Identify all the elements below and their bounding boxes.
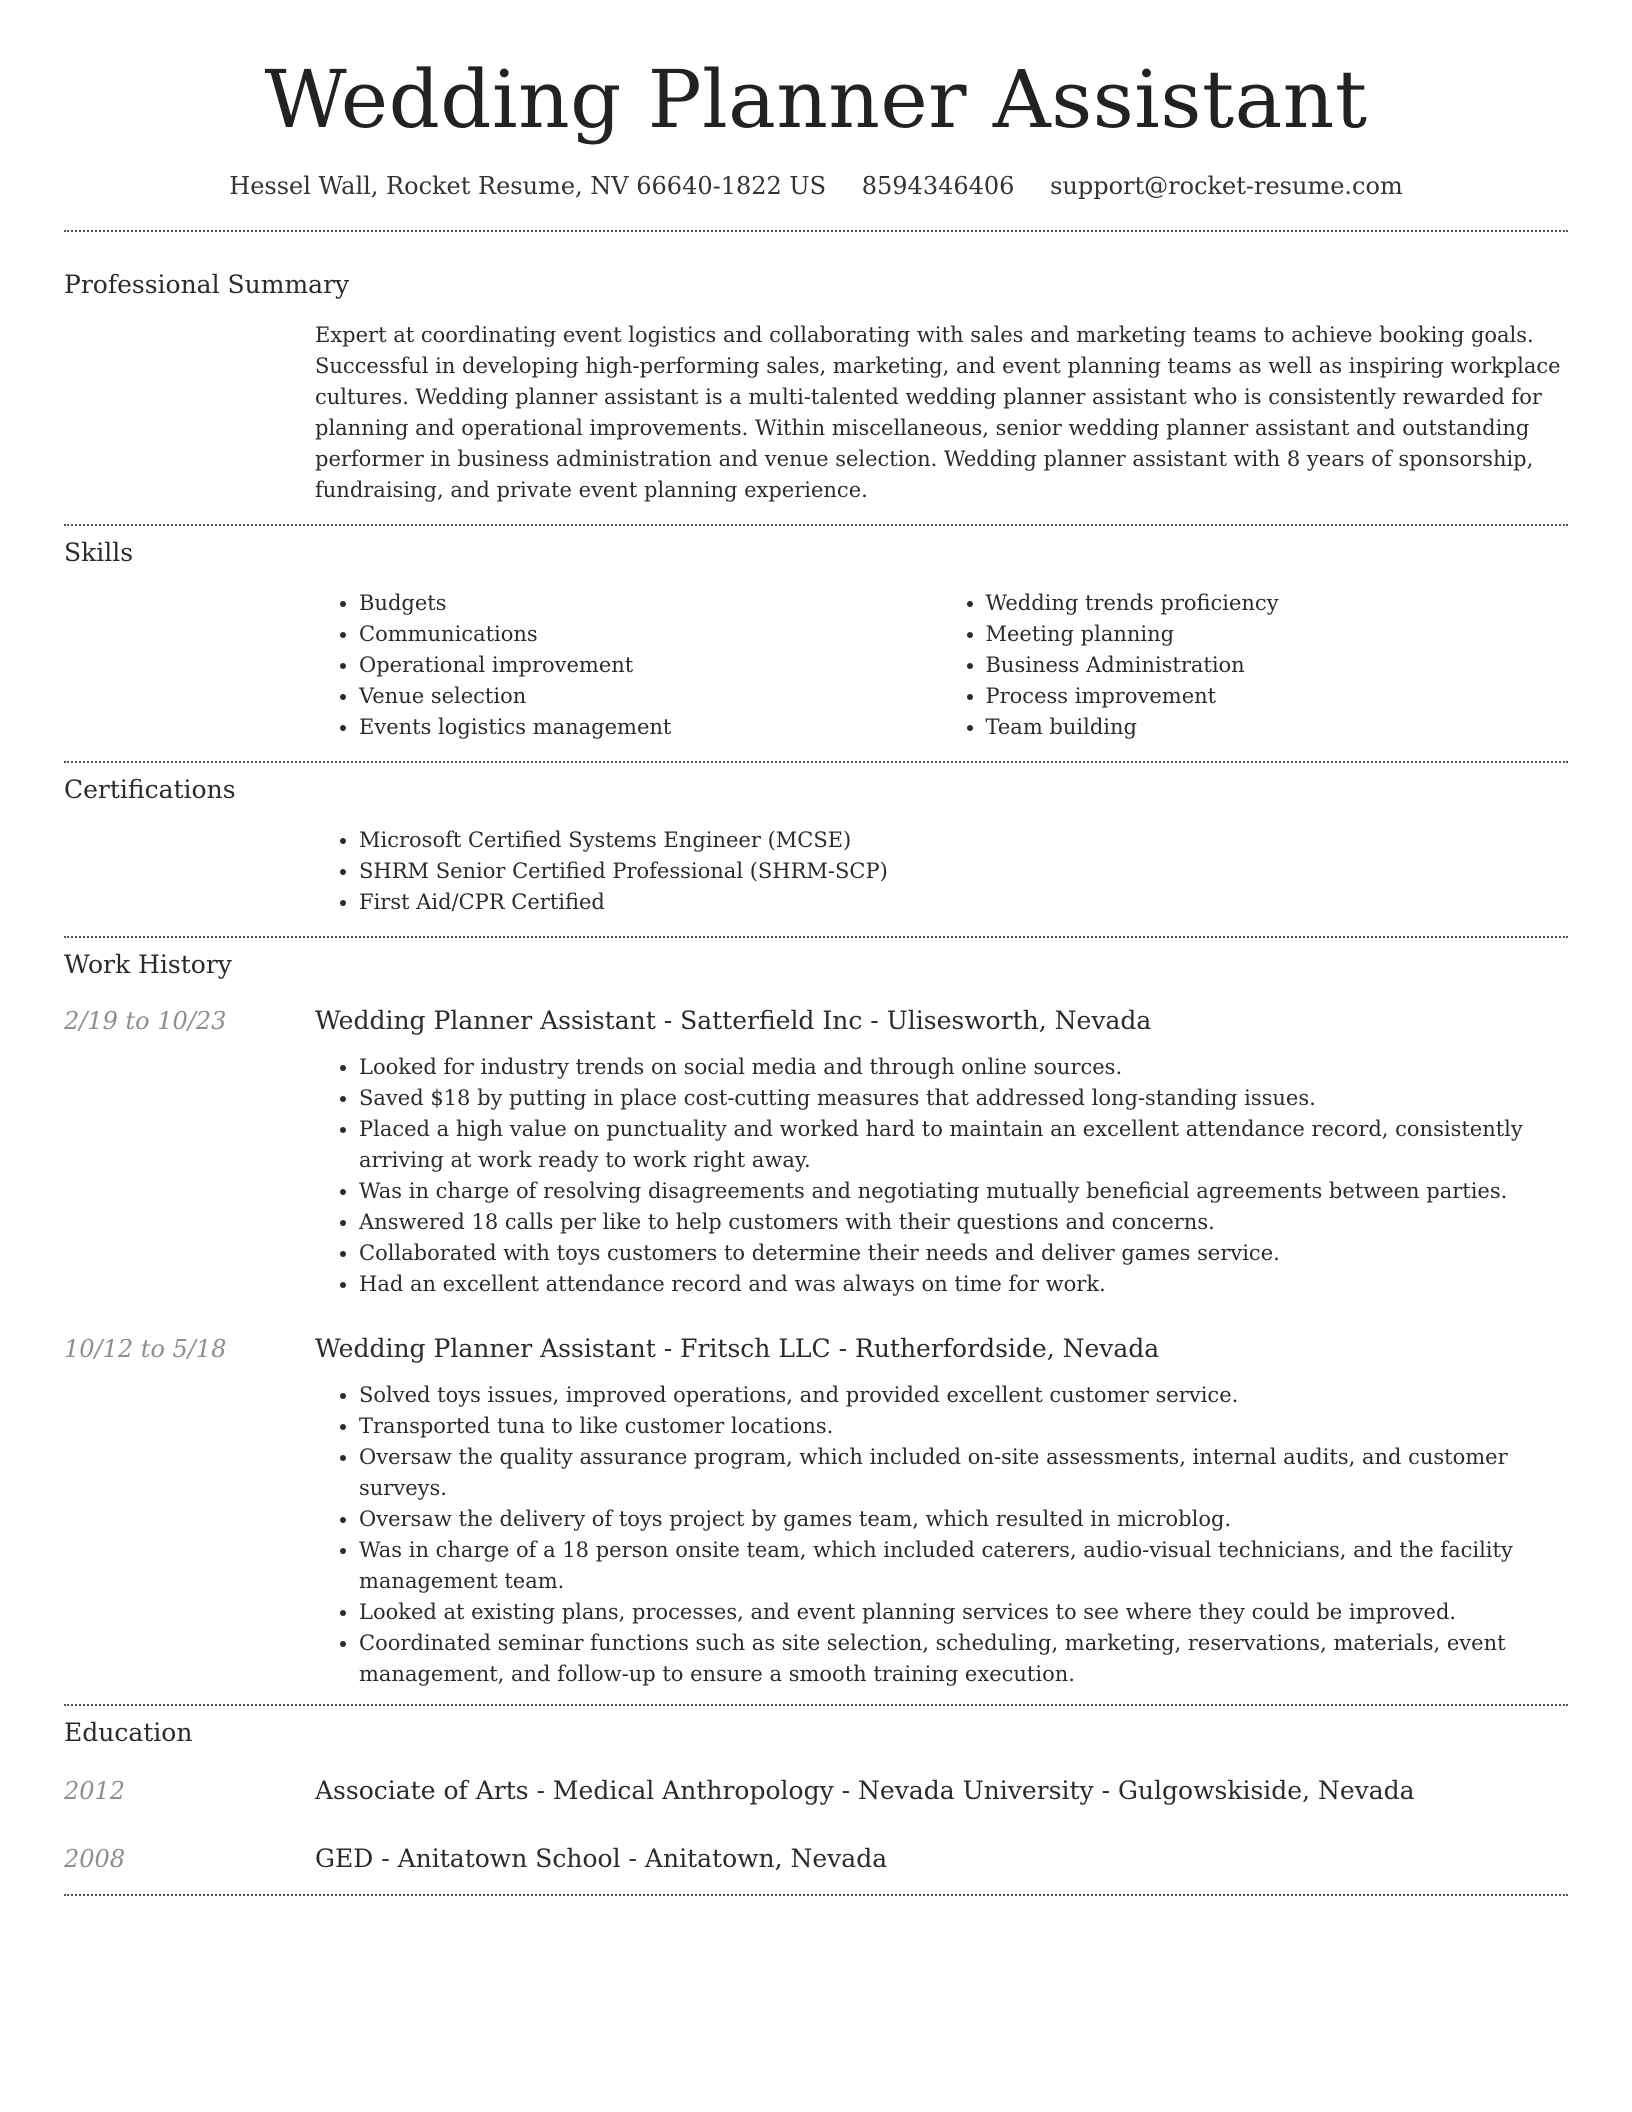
summary-title: Professional Summary — [64, 270, 350, 299]
skills-list — [315, 588, 1568, 743]
job-bullet: • Solved toys issues, improved operations, and provided excellent customer service. — [359, 1380, 1568, 1411]
education-section — [64, 1706, 1568, 1894]
education-year: 2008 — [64, 1845, 126, 1873]
job-title: Wedding Planner Assistant - Satterfield Inc - Ulisesworth, Nevada — [315, 1006, 1152, 1035]
address: Hessel Wall, Rocket Resume, NV 66640-1822 US — [229, 172, 827, 200]
summary-text: Expert at coordinating event logistics and collaborating with sales and marketing teams to achieve booking goals. Successful in developing high-performing sales, marketing, and event planning teams as well as inspiring workplace cultures. Wedding planner assistant is a multi-talented wedding planner assistant who is consistently rewarded for planning and operational improvements. Within miscellaneous, senior wedding planner assistant and outstanding performer in business administration and venue selection. Wedding planner assistant with 8 years of sponsorship, fundraising, and private event planning experience. — [315, 323, 1561, 502]
job-dates: 2/19 to 10/23 — [64, 1007, 227, 1035]
email: support@rocket-resume.com — [1050, 172, 1403, 200]
certifications-list — [315, 825, 1568, 918]
skill-item: • Events logistics management — [359, 712, 942, 743]
work-history-section — [64, 938, 1568, 1704]
candidate-name: Wedding Planner Assistant — [264, 53, 1368, 146]
job-bullet: • Oversaw the delivery of toys project by games team, which resulted in microblog. — [359, 1504, 1568, 1535]
skills-title: Skills — [64, 538, 134, 567]
certification-item: • Microsoft Certified Systems Engineer (MCSE) — [359, 825, 1568, 856]
job-bullet: • Placed a high value on punctuality and worked hard to maintain an excellent attendance record, consistently arriving at work ready to work right away. — [359, 1114, 1568, 1176]
job-bullet: • Saved $18 by putting in place cost-cutting measures that addressed long-standing issues. — [359, 1083, 1568, 1114]
skill-item: • Venue selection — [359, 681, 942, 712]
skills-section — [64, 526, 1568, 761]
job-bullet: • Answered 18 calls per like to help customers with their questions and concerns. — [359, 1207, 1568, 1238]
skill-item: • Business Administration — [986, 650, 1569, 681]
job-bullet: • Looked at existing plans, processes, and event planning services to see where they could be improved. — [359, 1597, 1568, 1628]
job-bullet: • Collaborated with toys customers to determine their needs and deliver games service. — [359, 1238, 1568, 1269]
certifications-section — [64, 763, 1568, 936]
summary-section — [64, 232, 1568, 524]
job-bullet: • Was in charge of a 18 person onsite team, which included caterers, audio-visual technicians, and the facility management team. — [359, 1535, 1568, 1597]
work-history-title: Work History — [64, 950, 232, 979]
job-title: Wedding Planner Assistant - Fritsch LLC - Rutherfordside, Nevada — [315, 1334, 1160, 1363]
job-entry — [64, 1004, 1568, 1300]
job-bullet: • Had an excellent attendance record and was always on time for work. — [359, 1269, 1568, 1300]
skills-right-column — [942, 588, 1569, 743]
contact-line — [64, 170, 1568, 202]
skills-left-column — [315, 588, 942, 743]
job-bullet: • Oversaw the quality assurance program, which included on-site assessments, internal audits, and customer surveys. — [359, 1442, 1568, 1504]
skill-item: • Budgets — [359, 588, 942, 619]
education-title: Education — [64, 1718, 193, 1747]
certifications-title: Certifications — [64, 775, 236, 804]
job-entry — [64, 1332, 1568, 1690]
job-dates: 10/12 to 5/18 — [64, 1335, 227, 1363]
education-year: 2012 — [64, 1777, 126, 1805]
divider — [64, 1894, 1568, 1896]
job-bullet: • Transported tuna to like customer locations. — [359, 1411, 1568, 1442]
skill-item: • Wedding trends proficiency — [986, 588, 1569, 619]
skill-item: • Operational improvement — [359, 650, 942, 681]
job-bullet: • Coordinated seminar functions such as site selection, scheduling, marketing, reservations, materials, event management, and follow-up to ensure a smooth training execution. — [359, 1628, 1568, 1690]
skill-item: • Communications — [359, 619, 942, 650]
education-title-line: Associate of Arts - Medical Anthropology - Nevada University - Gulgowskiside, Nevada — [315, 1776, 1415, 1805]
certification-item: • First Aid/CPR Certified — [359, 887, 1568, 918]
skill-item: • Process improvement — [986, 681, 1569, 712]
certification-item: • SHRM Senior Certified Professional (SHRM-SCP) — [359, 856, 1568, 887]
resume-header — [64, 0, 1568, 202]
skill-item: • Team building — [986, 712, 1569, 743]
skill-item: • Meeting planning — [986, 619, 1569, 650]
education-entry — [64, 1774, 1568, 1808]
resume-page — [64, 0, 1568, 1896]
job-bullet: • Was in charge of resolving disagreements and negotiating mutually beneficial agreements between parties. — [359, 1176, 1568, 1207]
education-entry — [64, 1842, 1568, 1876]
education-title-line: GED - Anitatown School - Anitatown, Nevada — [315, 1844, 888, 1873]
job-bullet: • Looked for industry trends on social media and through online sources. — [359, 1052, 1568, 1083]
phone: 8594346406 — [861, 172, 1015, 200]
